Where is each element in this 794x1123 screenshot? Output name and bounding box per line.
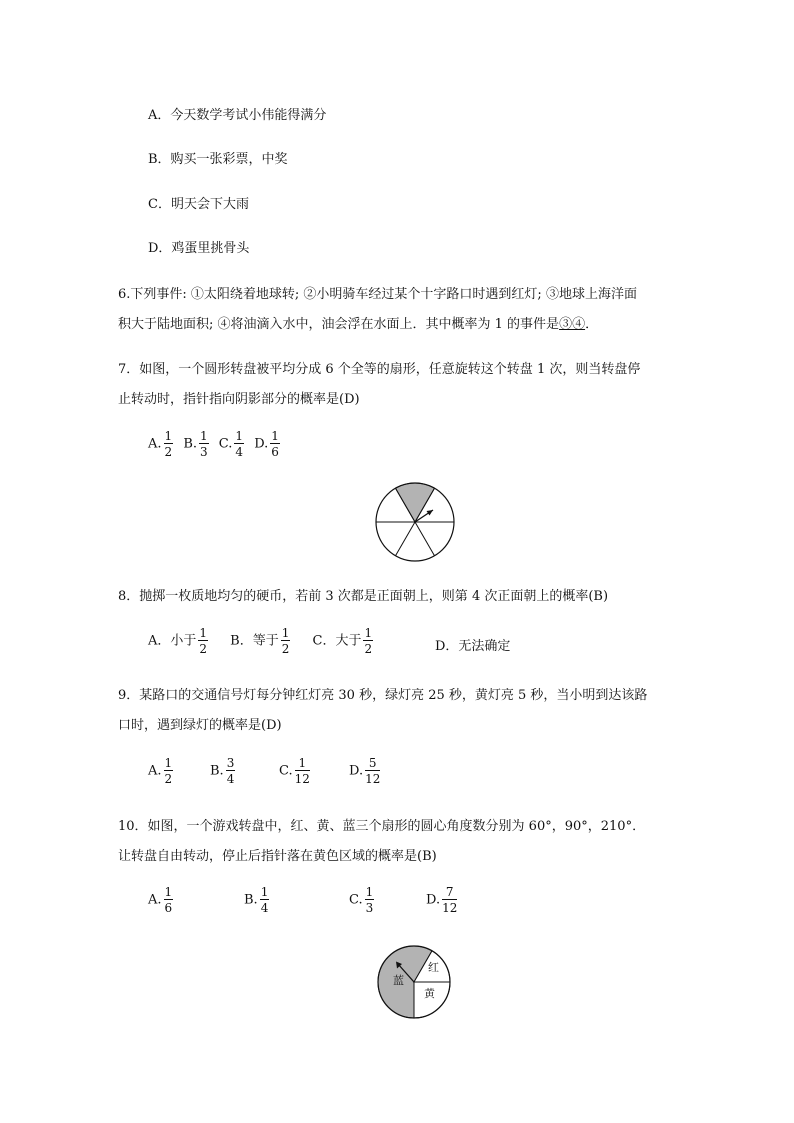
q7-option-d: D. $\frac{1}{6}$ [254,429,279,459]
q6-answer: ③④ [559,317,586,332]
q10-line-2: 让转盘自由转动，停止后指针落在黄色区域的概率是(B) [118,849,437,864]
q10-label-blue: 蓝 [393,974,404,987]
q7-option-a: A. $\frac{1}{2}$ [148,429,173,459]
q5-option-b: B．购买一张彩票，中奖 [148,152,288,167]
q6-line-2-text: 积大于陆地面积; ④将油滴入水中，油会浮在水面上．其中概率为 1 的事件是 [118,317,560,332]
q10-option-d: D. $\frac{7}{12}$ [426,885,458,915]
q9-line-2: 口时，遇到绿灯的概率是(D) [118,718,282,733]
q10-option-a: A. $\frac{1}{6}$ [148,885,173,915]
q10-option-c: C. $\frac{1}{3}$ [349,885,374,915]
q5-option-d: D．鸡蛋里挑骨头 [148,241,250,256]
q10-label-red: 红 [428,961,439,974]
q10-line-1: 10．如图，一个游戏转盘中，红、黄、蓝三个扇形的圆心角度数分别为 60°，90°，210°． [118,819,646,834]
q7-spinner-figure [373,480,457,564]
q10-option-b: B. $\frac{1}{4}$ [244,885,269,915]
q7-options [148,430,282,458]
q7-line-2: 止转动时，指针指向阴影部分的概率是(D) [118,392,360,407]
q6-line-1: 6.下列事件: ①太阳绕着地球转; ②小明骑车经过某个十字路口时遇到红灯; ③地球上海洋面 [118,287,637,302]
q6-line-2-end: ． [585,317,599,332]
q7-line-1: 7．如图，一个圆形转盘被平均分成 6 个全等的扇形，任意旋转这个转盘 1 次，则当转盘停 [118,362,641,377]
q5-option-a: A．今天数学考试小伟能得满分 [148,108,327,123]
q9-option-b: B. $\frac{3}{4}$ [210,756,235,786]
q7-option-c: C. $\frac{1}{4}$ [218,429,244,459]
q8-option-d: D．无法确定 [435,639,511,654]
q7-option-b: B. $\frac{1}{3}$ [183,429,208,459]
q9-option-d: D. $\frac{5}{12}$ [349,756,381,786]
q5-option-c: C．明天会下大雨 [148,197,249,212]
q7-shaded-sector [396,483,435,522]
q10-label-yellow: 黄 [424,987,435,1000]
q8-options [148,627,375,655]
q8-option-a: A．小于 $\frac{1}{2}$ [148,626,208,656]
q9-option-a: A. $\frac{1}{2}$ [148,756,173,786]
q9-option-c: C. $\frac{1}{12}$ [279,756,310,786]
q10-spinner-figure [376,944,452,1020]
q9-line-1: 9．某路口的交通信号灯每分钟红灯亮 30 秒，绿灯亮 25 秒，黄灯亮 5 秒，当小明到达该路 [118,688,648,703]
q6-line-2 [118,313,598,332]
q8-line-1: 8．抛掷一枚质地均匀的硬币，若前 3 次都是正面朝上，则第 4 次正面朝上的概率(B) [118,589,609,604]
q8-option-b: B．等于 $\frac{1}{2}$ [230,626,290,656]
q8-option-c: C．大于 $\frac{1}{2}$ [312,626,373,656]
